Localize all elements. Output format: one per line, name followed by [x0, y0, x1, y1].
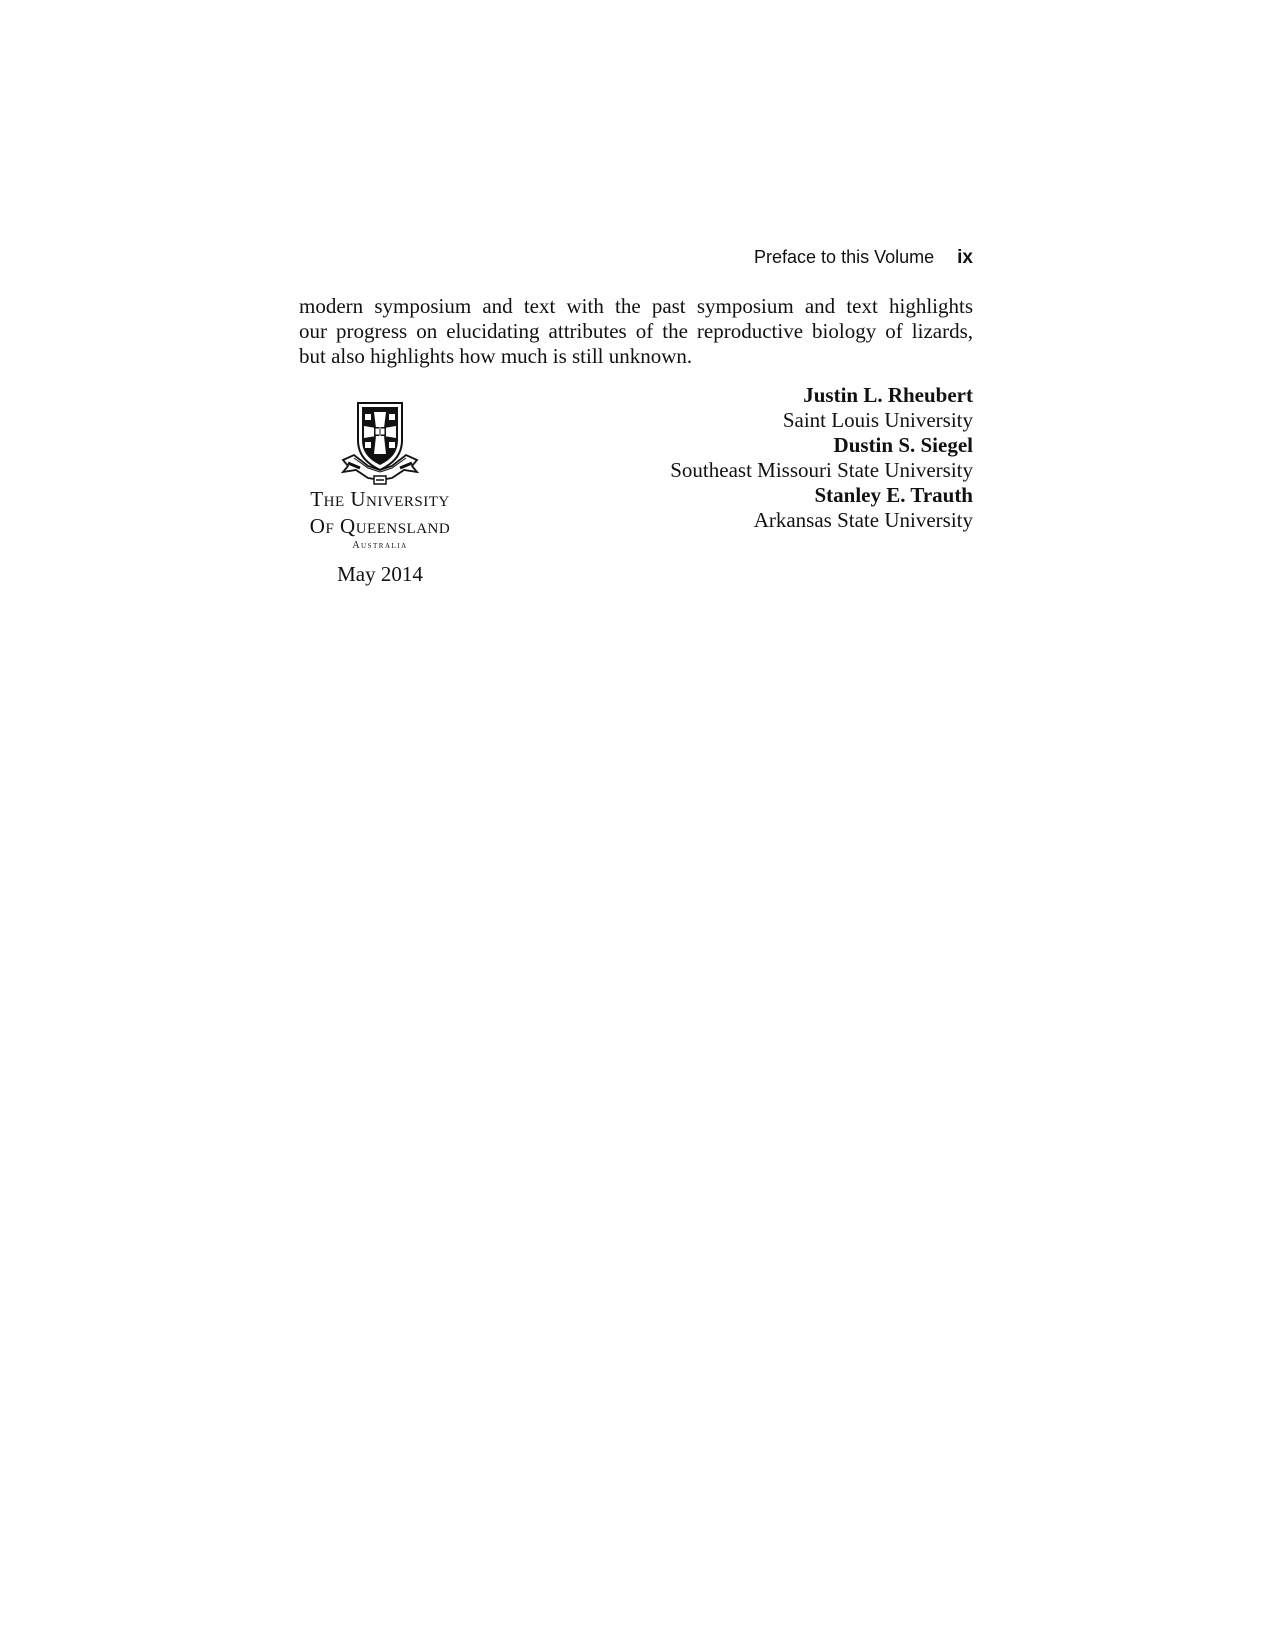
university-name-line2: Of Queensland	[309, 514, 451, 538]
running-title: Preface to this Volume	[754, 247, 935, 267]
author-name: Stanley E. Trauth	[814, 483, 973, 507]
author-affiliation: Southeast Missouri State University	[670, 458, 973, 482]
author-signatures	[670, 383, 973, 533]
author-name: Dustin S. Siegel	[833, 433, 973, 457]
running-header	[754, 246, 973, 269]
body-line: but also highlights how much is still unknown.	[299, 344, 693, 368]
page-number: ix	[957, 247, 973, 268]
university-crest-icon	[340, 400, 420, 486]
body-line: modern symposium and text with the past symposium and text highlights	[299, 294, 973, 318]
author-affiliation: Arkansas State University	[753, 508, 973, 532]
university-logo	[300, 400, 460, 552]
author-affiliation: Saint Louis University	[782, 408, 973, 432]
body-line: our progress on elucidating attributes of the reproductive biology of lizards,	[299, 319, 973, 343]
university-name-line1: The University	[310, 487, 450, 511]
university-country: Australia	[352, 540, 408, 551]
author-name: Justin L. Rheubert	[803, 383, 973, 407]
body-paragraph	[299, 294, 973, 369]
preface-date: May 2014	[337, 562, 423, 586]
